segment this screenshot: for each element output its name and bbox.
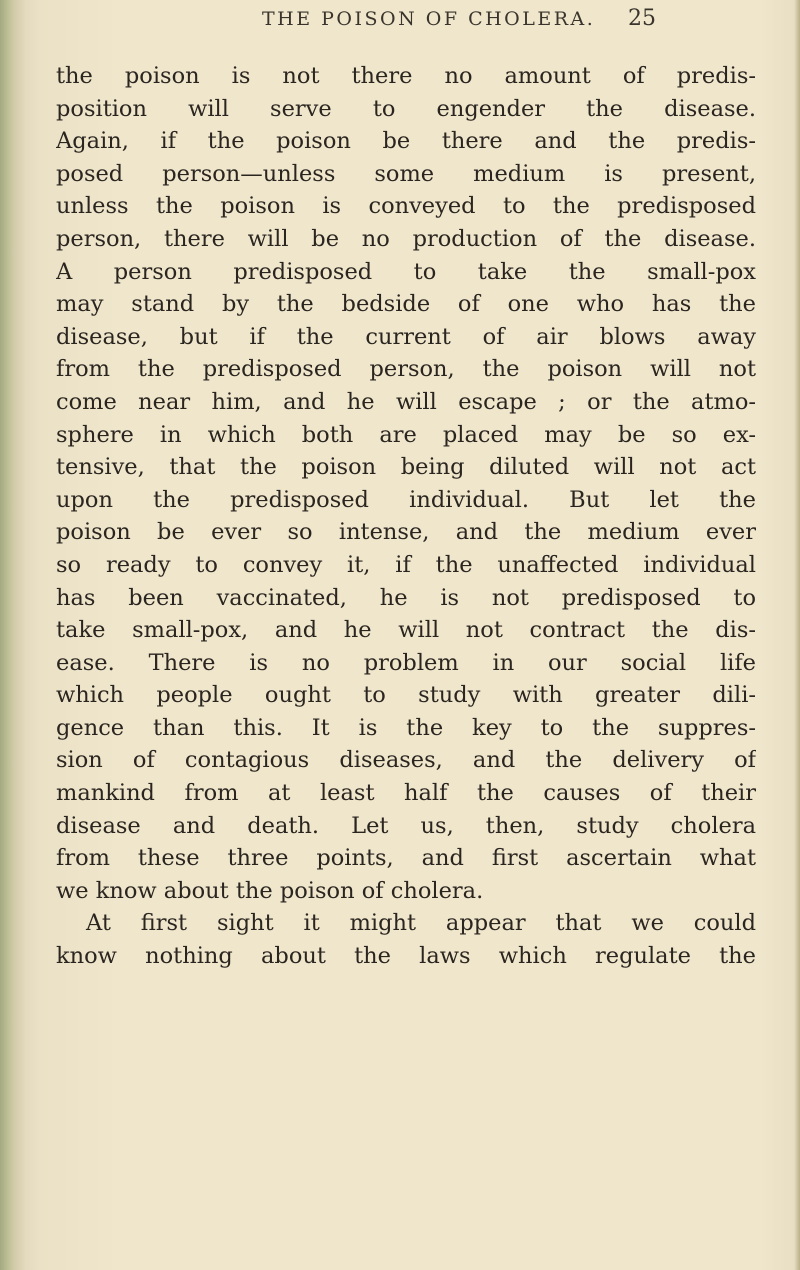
text-line: so ready to convey it, if the unaffected individual xyxy=(56,551,756,578)
text-line: ease. There is no problem in our social life xyxy=(56,649,756,676)
text-line: disease, but if the current of air blows away xyxy=(56,323,756,350)
text-line: sion of contagious diseases, and the delivery of xyxy=(56,747,756,774)
text-line: disease and death. Let us, then, study cholera xyxy=(56,812,756,839)
page-edge-shadow xyxy=(794,0,800,1270)
text-line: from these three points, and first ascertain what xyxy=(56,845,756,872)
text-line: upon the predisposed individual. But let the xyxy=(56,486,756,513)
running-head xyxy=(0,4,800,38)
text-line: take small-pox, and he will not contract the dis- xyxy=(56,617,756,644)
text-line: from the predisposed person, the poison will not xyxy=(56,356,756,383)
text-line: unless the poison is conveyed to the predisposed xyxy=(56,193,756,220)
body-text xyxy=(56,60,756,973)
text-line: A person predisposed to take the small-pox xyxy=(56,258,756,285)
text-line: may stand by the bedside of one who has the xyxy=(56,291,756,318)
text-line: person, there will be no production of the disease. xyxy=(56,225,756,252)
text-line: posed person—unless some medium is present, xyxy=(56,160,756,187)
text-line: sphere in which both are placed may be so ex- xyxy=(56,421,756,448)
text-line: poison be ever so intense, and the medium ever xyxy=(56,519,756,546)
text-line: the poison is not there no amount of predis- xyxy=(56,63,756,89)
text-line: has been vaccinated, he is not predisposed to xyxy=(56,584,756,611)
text-line: we know about the poison of cholera. xyxy=(56,877,484,904)
text-line: Again, if the poison be there and the predis- xyxy=(56,128,756,155)
text-line: tensive, that the poison being diluted will not act xyxy=(56,454,756,481)
running-head-title: THE POISON OF CHOLERA. xyxy=(262,8,596,30)
page-gutter-shadow xyxy=(0,0,26,1270)
text-line: gence than this. It is the key to the suppres- xyxy=(56,714,756,741)
text-line: come near him, and he will escape ; or the atmo- xyxy=(56,388,756,415)
text-line: mankind from at least half the causes of their xyxy=(56,780,756,807)
text-line: position will serve to engender the disease. xyxy=(56,95,756,122)
text-line-paragraph-start: At first sight it might appear that we could xyxy=(86,910,756,937)
page-number: 25 xyxy=(628,6,656,31)
text-line: know nothing about the laws which regulate the xyxy=(56,943,756,970)
text-line: which people ought to study with greater dili- xyxy=(56,682,756,709)
